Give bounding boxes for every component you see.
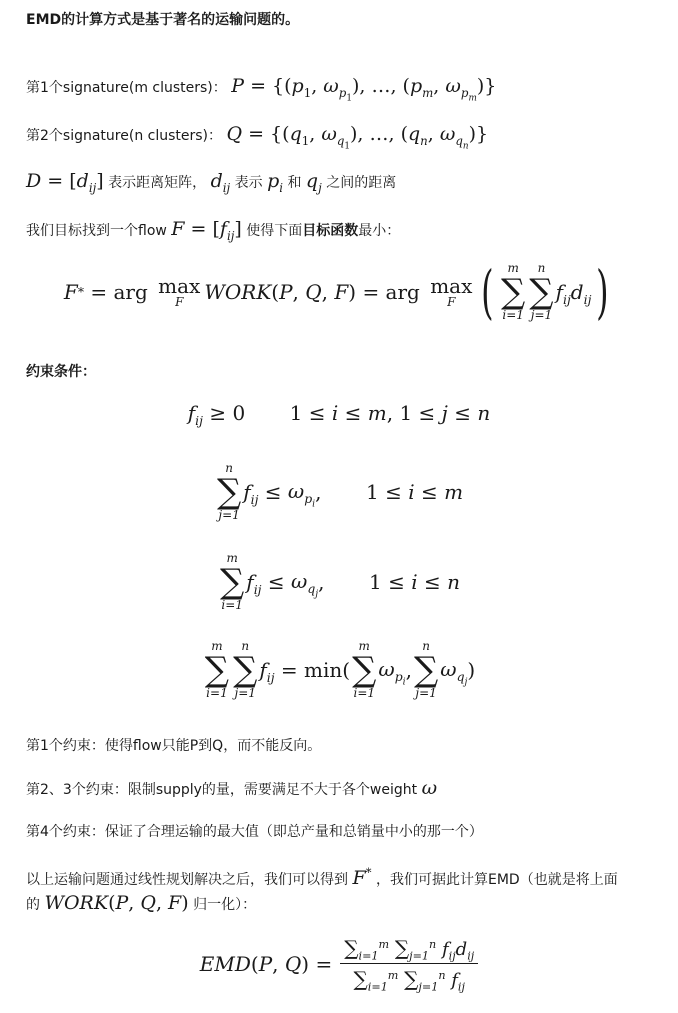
qj-symbol: $q_j$	[305, 170, 322, 195]
distance-matrix-formula: $D = [d_{ij}]$	[26, 170, 104, 195]
constraint-1: $f_{ij}$ ≥ 0 1 ≤ i ≤ m , 1 ≤ j ≤ n	[187, 401, 491, 428]
distance-definition	[26, 171, 396, 193]
signature-1	[26, 75, 497, 104]
fstar-symbol: F*	[352, 865, 372, 889]
distance-text: 表示距离矩阵，	[108, 175, 207, 191]
note-1: 第1个约束：使得flow只能P到Q，而不能反向。	[26, 738, 322, 754]
distance-text: 之间的距离	[326, 175, 397, 191]
emd-formula: EMD ( P , Q ) = $\frac{\sum_{i=1}^m \sum_{j=1}^n f_{ij}d_{ij}}{\sum_{i=1}^m \sum_{j=1}^n f_{ij}}$	[0, 936, 678, 991]
signature-2-formula: $Q = \{(q_1$, $\omega_{q_1}$), …, ($q_n$, $\omega_{q_n}$)}	[226, 123, 489, 152]
dij-symbol: $d_{ij}$	[210, 170, 231, 195]
note-2-text: 第2、3个约束：限制supply的量，需要满足不大于各个weight	[26, 782, 418, 798]
omega-symbol: ω	[421, 777, 438, 799]
goal-statement	[26, 219, 400, 241]
goal-text: 最小：	[358, 223, 401, 239]
flow-formula: $F = [f_{ij}]$	[171, 218, 242, 243]
objective-formula: F * = arg max F WORK ( P , Q , F ) = arg max F ( m ∑ i=1 n ∑ j=1 $f_{ij}d_{ij}$ )	[63, 258, 609, 326]
conclusion-line-1	[26, 865, 618, 890]
constraint-2: n ∑ j=1 $f_{ij}$ ≤ $\omega_{p_i}$ , 1 ≤ i ≤ m	[216, 461, 464, 522]
signature-1-label: 第1个signature(m clusters)：	[26, 80, 227, 96]
goal-text: 使得下面	[246, 223, 303, 239]
conclusion-text: 的	[26, 897, 40, 913]
pi-symbol: $p_i$	[267, 170, 284, 195]
goal-bold: 目标函数	[302, 223, 359, 239]
signature-2	[26, 123, 489, 152]
constraint-4: m ∑ i=1 n ∑ j=1 $f_{ij}$ = min( m ∑ i=1 $\omega_{p_i}$ , n ∑ j=1 $\omega_{q_j}$ )	[204, 639, 476, 700]
work-formula: WORK(P, Q, F)	[44, 892, 189, 914]
distance-text: 和	[287, 175, 302, 191]
note-2	[26, 778, 437, 800]
goal-text: 我们目标找到一个flow	[26, 223, 167, 239]
constraint-3: m ∑ i=1 $f_{ij}$ ≤ $\omega_{q_j}$ , 1 ≤ i ≤ n	[220, 551, 460, 612]
conclusion-text: 以上运输问题通过线性规划解决之后，我们可以得到	[26, 872, 348, 888]
note-3: 第4个约束：保证了合理运输的最大值（即总产量和总销量中小的那一个）	[26, 824, 483, 840]
signature-2-label: 第2个signature(n clusters)：	[26, 128, 223, 144]
conclusion-text: ，我们可据此计算EMD（也就是将上面	[375, 872, 618, 888]
heading: EMD的计算方式是基于著名的运输问题的。	[26, 12, 300, 28]
conclusion-text: 归一化）：	[193, 897, 257, 913]
conclusion-line-2	[26, 893, 256, 915]
constraints-heading: 约束条件：	[26, 364, 96, 380]
signature-1-formula: $P = \{(p_1$, $\omega_{p_1}$), …, ($p_m$, $\omega_{p_m}$)}	[231, 75, 497, 104]
distance-text: 表示	[234, 175, 263, 191]
